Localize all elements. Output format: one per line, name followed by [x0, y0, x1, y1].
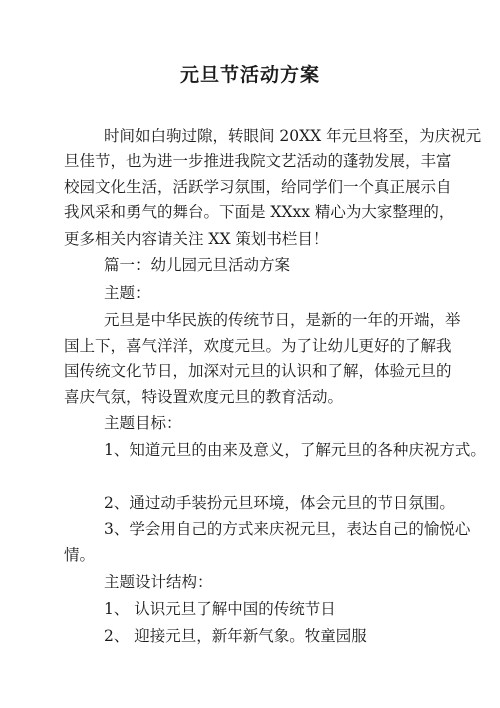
list-item: 1、 认识元旦了解中国的传统节日	[104, 600, 336, 618]
paragraph-line: 旦佳节，也为进一步推进我院文艺活动的蓬勃发展，丰富	[64, 152, 452, 170]
list-item: 2、通过动手装扮元旦环境，体会元旦的节日氛围。	[104, 494, 455, 512]
paragraph-line: 我风采和勇气的舞台。下面是 XXxx 精心为大家整理的，	[64, 203, 455, 221]
list-item: 2、 迎接元旦，新年新气象。牧童园服	[104, 627, 367, 645]
paragraph-line: 喜庆气氛，特设置欢度元旦的教育活动。	[64, 388, 344, 406]
label-line: 主题：	[104, 284, 151, 302]
paragraph-line: 元旦是中华民族的传统节日，是新的一年的开端，举	[104, 311, 461, 329]
paragraph-line: 国上下，喜气洋洋，欢度元旦。为了让幼儿更好的了解我	[64, 337, 452, 355]
list-item-continuation: 情。	[64, 546, 96, 564]
paragraph-line: 校园文化生活，活跃学习氛围，给同学们一个真正展示自	[64, 178, 452, 196]
document-title: 元旦节活动方案	[179, 64, 320, 86]
list-item: 1、知道元旦的由来及意义，了解元旦的各种庆祝方式。	[104, 441, 486, 459]
paragraph-line: 国传统文化节日，加深对元旦的认识和了解，体验元旦的	[64, 362, 452, 380]
list-item: 3、学会用自己的方式来庆祝元旦，表达自己的愉悦心	[104, 520, 471, 538]
paragraph-line: 更多相关内容请关注 XX 策划书栏目！	[64, 230, 329, 248]
paragraph-line: 时间如白驹过隙，转眼间 20XX 年元旦将至，为庆祝元	[104, 127, 482, 145]
section-heading: 篇一：幼儿园元旦活动方案	[104, 256, 291, 274]
label-line: 主题设计结构：	[104, 573, 213, 591]
label-line: 主题目标：	[104, 414, 182, 432]
